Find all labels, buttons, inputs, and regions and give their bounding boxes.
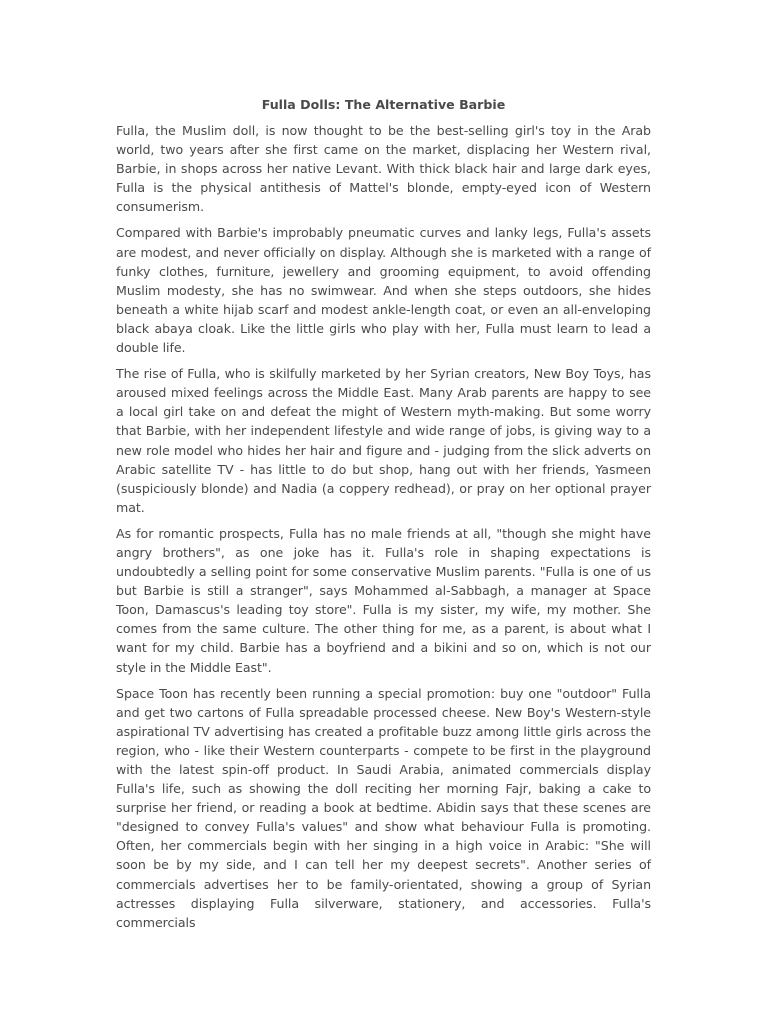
paragraph-1: Fulla, the Muslim doll, is now thought to be the best-selling girl's toy in the Arab world, two years after she first came on the market, displacing her Western rival, Barbie, in shops across her native Levant. With thick black hair and large dark eyes, Fulla is the physical antithesis of Mattel's blonde, empty-eyed icon of Western consumerism. bbox=[116, 123, 651, 215]
document-body bbox=[116, 95, 651, 939]
paragraph-5: Space Toon has recently been running a special promotion: buy one "outdoor" Fulla and get two cartons of Fulla spreadable processed cheese. New Boy's Western-style aspirational TV advertising has created a profitable buzz among little girls across the region, who - like their Western counterparts - compete to be first in the playground with the latest spin-off product. In Saudi Arabia, animated commercials display Fulla's life, such as showing the doll reciting her morning Fajr, baking a cake to surprise her friend, or reading a book at bedtime. Abidin says that these scenes are "designed to convey Fulla's values" and show what behaviour Fulla is promoting. Often, her commercials begin with her singing in a high voice in Arabic: "She will soon be by my side, and I can tell her my deepest secrets". Another series of commercials advertises her to be family-orientated, showing a group of Syrian actresses displaying Fulla silverware, stationery, and accessories. Fulla's commercials bbox=[116, 685, 651, 930]
document-title: Fulla Dolls: The Alternative Barbie bbox=[261, 97, 506, 112]
paragraph-2: Compared with Barbie's improbably pneumatic curves and lanky legs, Fulla's assets are modest, and never officially on display. Although she is marketed with a range of funky clothes, furniture, jewellery and grooming equipment, to avoid offending Muslim modesty, she has no swimwear. And when she steps outdoors, she hides beneath a white hijab scarf and modest ankle-length coat, or even an all-enveloping black abaya cloak. Like the little girls who play with her, Fulla must learn to lead a double life. bbox=[116, 225, 651, 356]
paragraph-3: The rise of Fulla, who is skilfully marketed by her Syrian creators, New Boy Toys, has aroused mixed feelings across the Middle East. Many Arab parents are happy to see a local girl take on and defeat the might of Western myth-making. But some worry that Barbie, with her independent lifestyle and wide range of jobs, is giving way to a new role model who hides her hair and figure and - judging from the slick adverts on Arabic satellite TV - has little to do but shop, hang out with her friends, Yasmeen (suspiciously blonde) and Nadia (a coppery redhead), or pray on her optional prayer mat. bbox=[116, 366, 651, 515]
paragraph-4: As for romantic prospects, Fulla has no male friends at all, "though she might have angry brothers", as one joke has it. Fulla's role in shaping expectations is undoubtedly a selling point for some conservative Muslim parents. "Fulla is one of us but Barbie is still a stranger", says Mohammed al-Sabbagh, a manager at Space Toon, Damascus's leading toy store". Fulla is my sister, my wife, my mother. She comes from the same culture. The other thing for me, as a parent, is about what I want for my child. Barbie has a boyfriend and a bikini and so on, which is not our style in the Middle East". bbox=[116, 525, 651, 675]
